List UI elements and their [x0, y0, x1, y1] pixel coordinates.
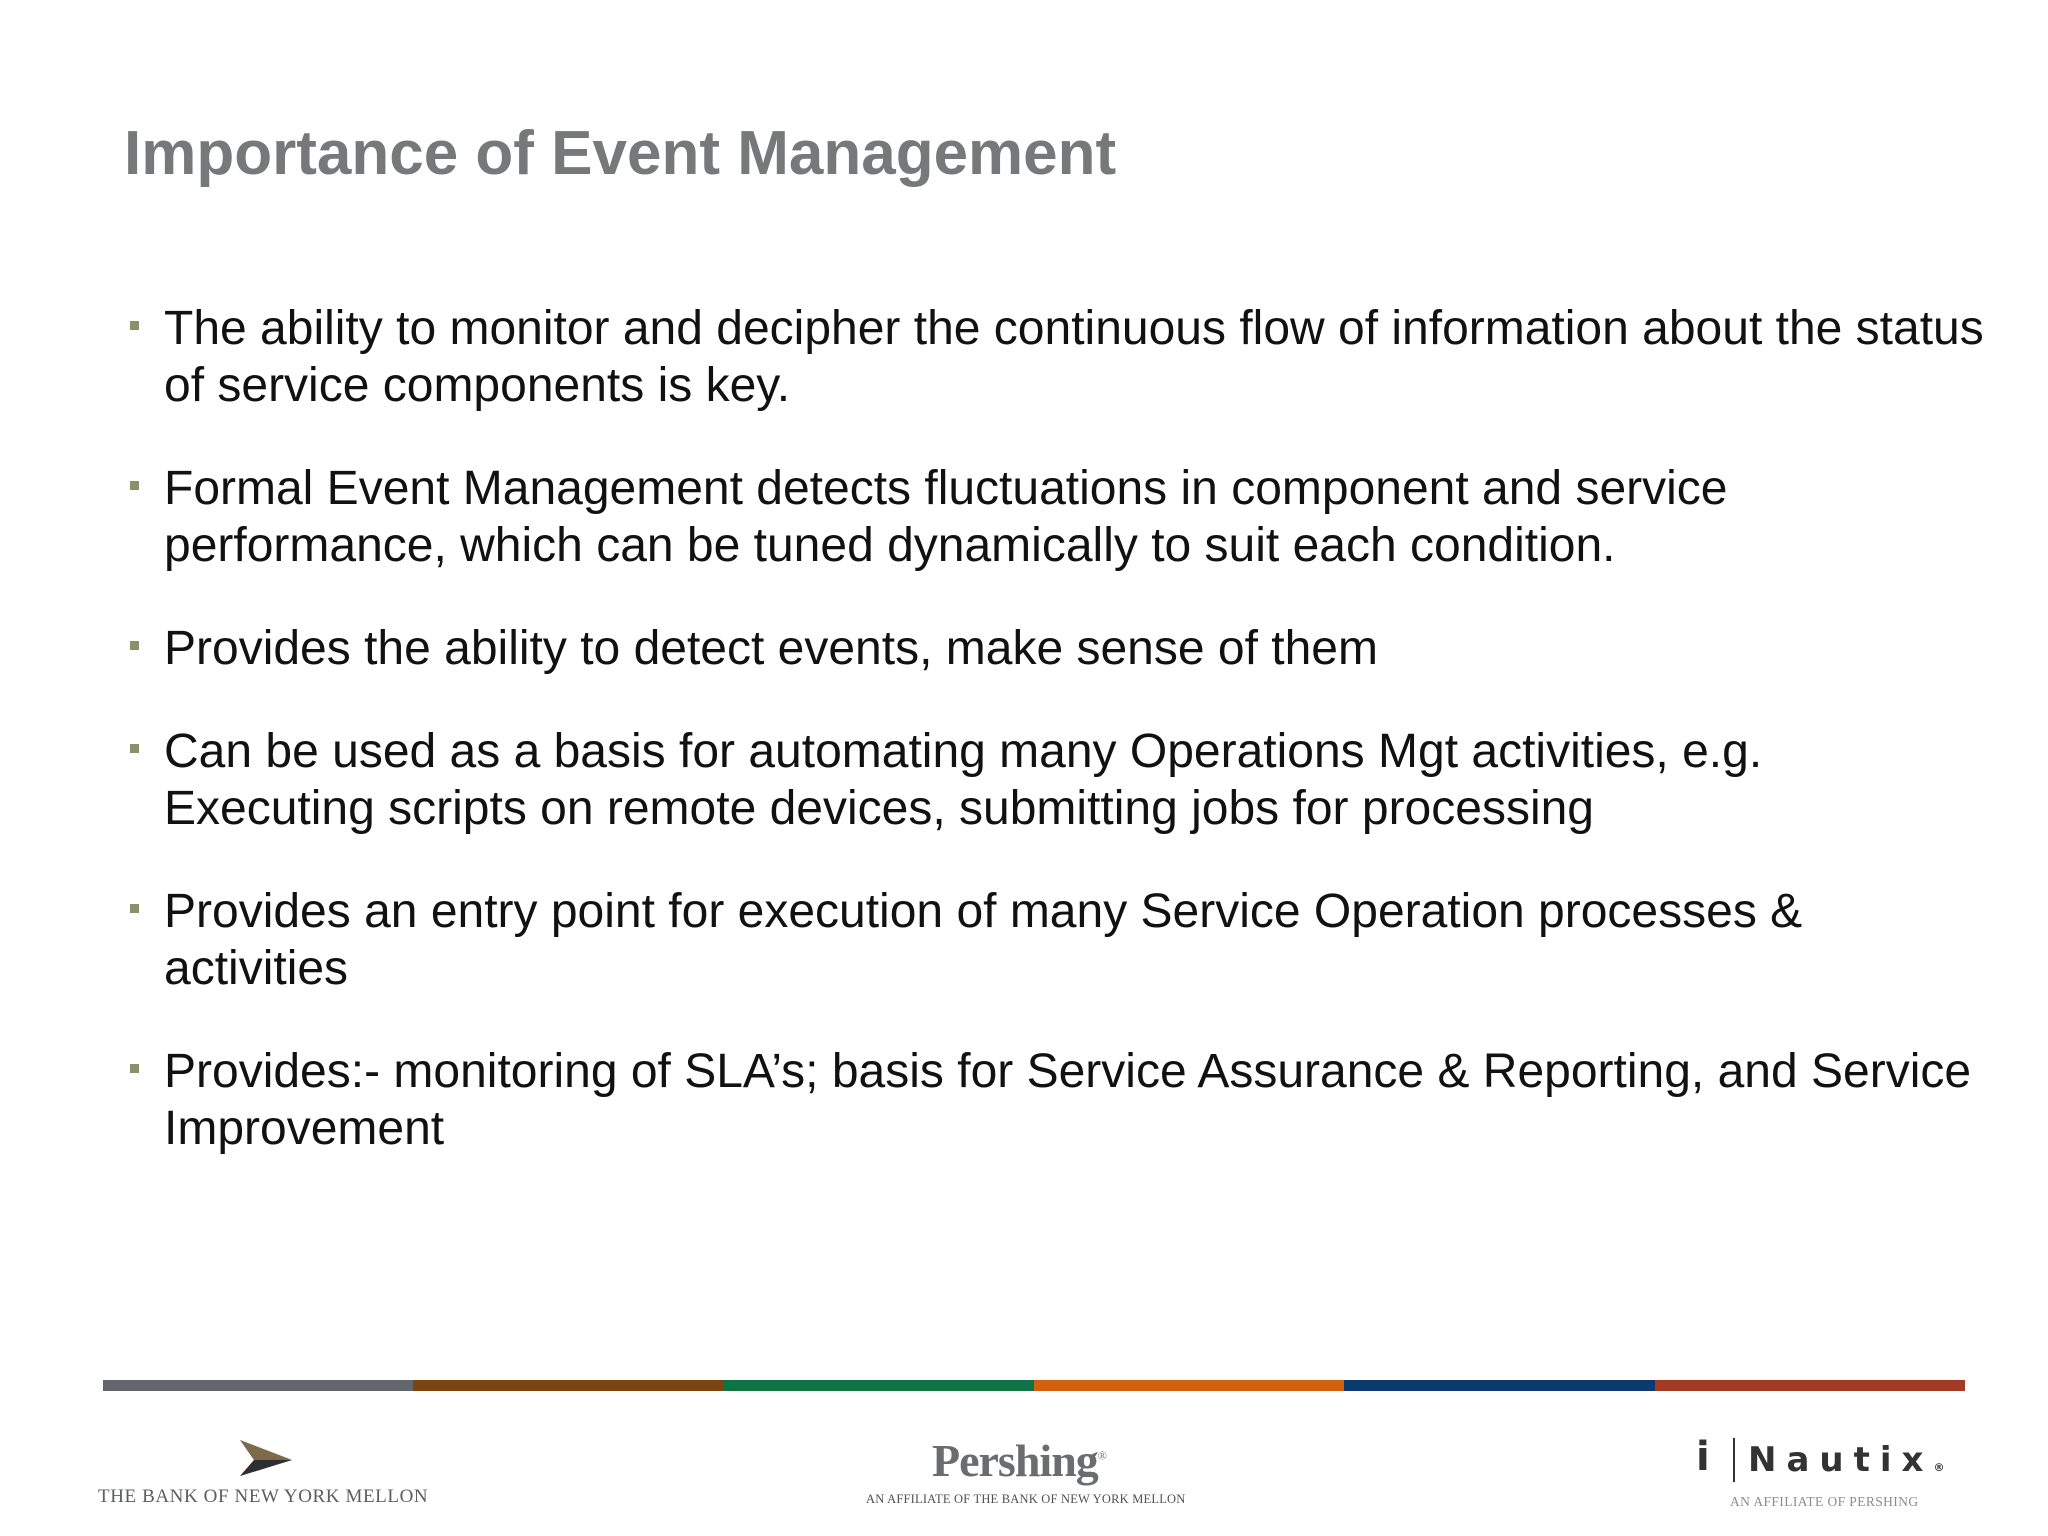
color-bar-segment [724, 1380, 1034, 1391]
arrow-mark-icon [238, 1438, 294, 1478]
bullet-item [124, 723, 1984, 837]
inautix-i: i [1696, 1434, 1710, 1480]
inautix-tagline: AN AFFILIATE OF PERSHING [1730, 1494, 1919, 1509]
bullet-item [124, 300, 1984, 414]
color-bar-segment [1655, 1380, 1965, 1391]
bullet-text: Provides the ability to detect events, make sense of them [164, 622, 1378, 675]
footer-color-bar [103, 1380, 1965, 1391]
square-bullet-icon [130, 321, 139, 330]
color-bar-segment [103, 1380, 413, 1391]
bullet-item [124, 460, 1984, 574]
square-bullet-icon [130, 481, 139, 490]
square-bullet-icon [130, 904, 139, 913]
inautix-divider [1733, 1438, 1735, 1482]
pershing-wordmark [932, 1434, 1106, 1487]
bullet-text: The ability to monitor and decipher the continuous flow of information about the status of service components is key. [164, 302, 1984, 412]
bullet-text: Can be used as a basis for automating many Operations Mgt activities, e.g. Executing scripts on remote devices, submitting jobs for processing [164, 725, 1763, 835]
pershing-tagline: AN AFFILIATE OF THE BANK OF NEW YORK MELLON [866, 1492, 1186, 1506]
bullet-item [124, 1043, 1984, 1157]
registered-mark: ® [1097, 1448, 1106, 1463]
color-bar-segment [1344, 1380, 1654, 1391]
color-bar-segment [413, 1380, 723, 1391]
bullet-text: Formal Event Management detects fluctuations in component and service performance, which can be tuned dynamically to suit each condition. [164, 462, 1728, 572]
bullet-text: Provides:- monitoring of SLA’s; basis for Service Assurance & Reporting, and Service Improvement [164, 1045, 1972, 1155]
bny-mellon-name: THE BANK OF NEW YORK MELLON [98, 1486, 429, 1507]
square-bullet-icon [130, 1064, 139, 1073]
bullet-text: Provides an entry point for execution of many Service Operation processes & activities [164, 885, 1803, 995]
registered-mark: ® [1933, 1461, 1945, 1474]
bullet-item [124, 620, 1984, 677]
pershing-logo [862, 1434, 1212, 1510]
color-bar-segment [1034, 1380, 1344, 1391]
bny-mellon-logo [98, 1438, 438, 1508]
inautix-logo [1690, 1434, 1980, 1514]
pershing-name: Pershing [932, 1435, 1098, 1486]
slide-title: Importance of Event Management [124, 119, 1117, 188]
bullet-list [124, 300, 1984, 1203]
inautix-wordmark [1748, 1440, 1944, 1480]
square-bullet-icon [130, 641, 139, 650]
square-bullet-icon [130, 744, 139, 753]
inautix-name: Nautix [1748, 1440, 1934, 1480]
bullet-item [124, 883, 1984, 997]
